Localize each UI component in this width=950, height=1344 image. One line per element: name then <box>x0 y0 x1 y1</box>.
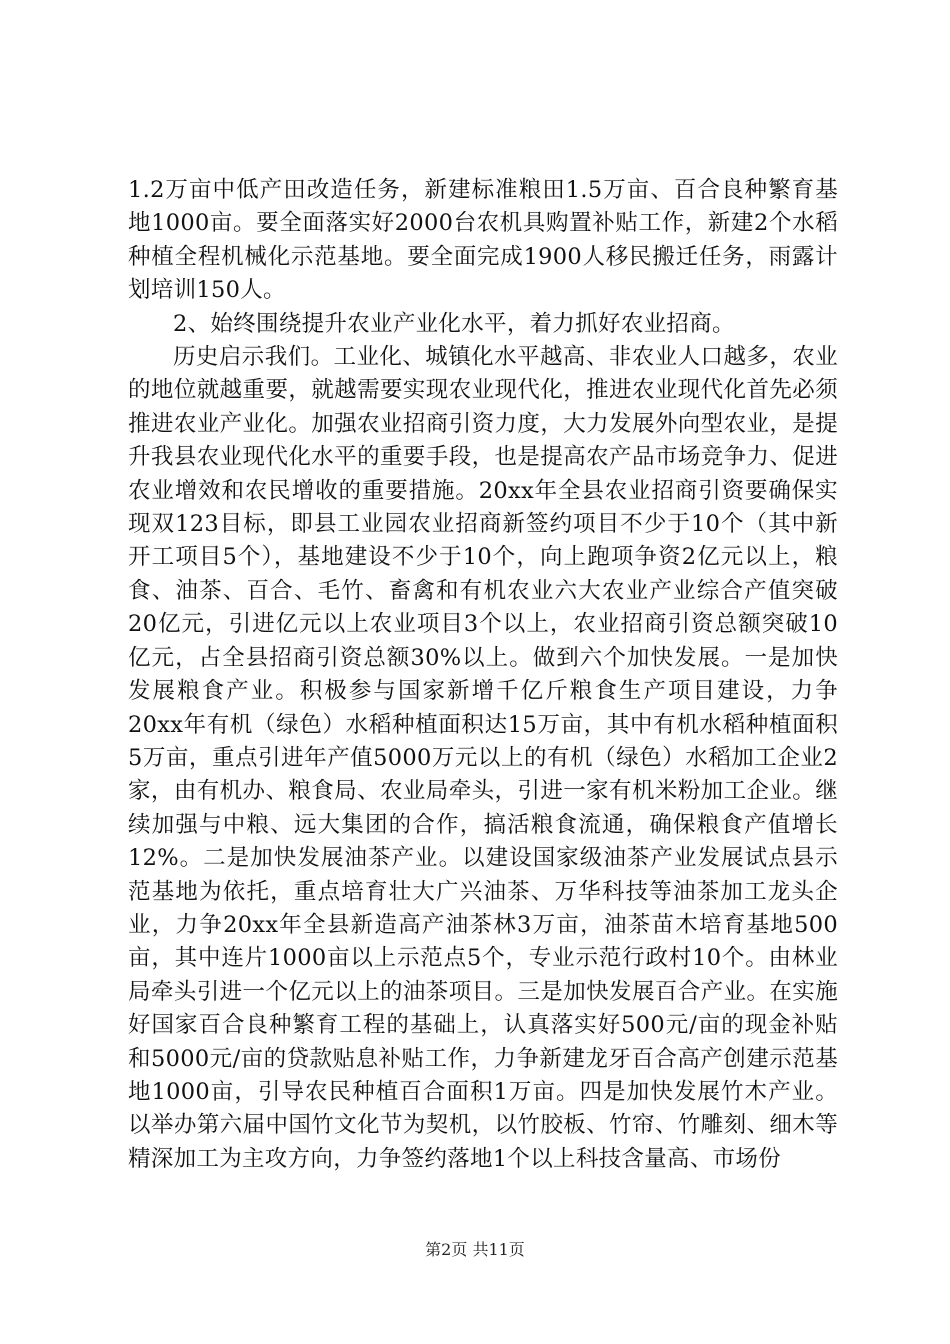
paragraph-1: 1.2万亩中低产田改造任务，新建标准粮田1.5万亩、百合良种繁育基地1000亩。要全面落实好2000台农机具购置补贴工作，新建2个水稻种植全程机械化示范基地。要全面完成1900人移民搬迁任务，雨露计划培训150人。 <box>128 177 838 304</box>
page-footer <box>0 1240 950 1260</box>
paragraph-2-heading: 2、始终围绕提升农业产业化水平，着力抓好农业招商。 <box>173 310 735 337</box>
paragraph-3: 历史启示我们。工业化、城镇化水平越高、非农业人口越多，农业的地位就越重要，就越需要实现农业现代化，推进农业现代化首先必须推进农业产业化。加强农业招商引资力度，大力发展外向型农业，是提升我县农业现代化水平的重要手段，也是提高农产品市场竞争力、促进农业增效和农民增收的重要措施。20xx年全县农业招商引资要确保实现双123目标，即县工业园农业招商新签约项目不少于10个（其中新开工项目5个），基地建设不少于10个，向上跑项争资2亿元以上，粮食、油茶、百合、毛竹、畜禽和有机农业六大农业产业综合产值突破20亿元，引进亿元以上农业项目3个以上，农业招商引资总额突破10亿元，占全县招商引资总额30%以上。做到六个加快发展。一是加快发展粮食产业。积极参与国家新增千亿斤粮食生产项目建设，力争20xx年有机（绿色）水稻种植面积达15万亩，其中有机水稻种植面积5万亩，重点引进年产值5000万元以上的有机（绿色）水稻加工企业2家，由有机办、粮食局、农业局牵头，引进一家有机米粉加工企业。继续加强与中粮、远大集团的合作，搞活粮食流通，确保粮食产值增长12%。二是加快发展油茶产业。以建设国家级油茶产业发展试点县示范基地为依托，重点培育壮大广兴油茶、万华科技等油茶加工龙头企业，力争20xx年全县新造高产油茶林3万亩，油茶苗木培育基地500亩，其中连片1000亩以上示范点5个，专业示范行政村10个。由林业局牵头引进一个亿元以上的油茶项目。三是加快发展百合产业。在实施好国家百合良种繁育工程的基础上，认真落实好500元/亩的现金补贴和5000元/亩的贷款贴息补贴工作，力争新建龙牙百合高产创建示范基地1000亩，引导农民种植百合面积1万亩。四是加快发展竹木产业。以举办第六届中国竹文化节为契机，以竹胶板、竹帘、竹雕刻、细木等精深加工为主攻方向，力争签约落地1个以上科技含量高、市场份 <box>128 344 838 1172</box>
body-text <box>128 174 838 1176</box>
page-number: 第2页 共11页 <box>425 1240 525 1259</box>
